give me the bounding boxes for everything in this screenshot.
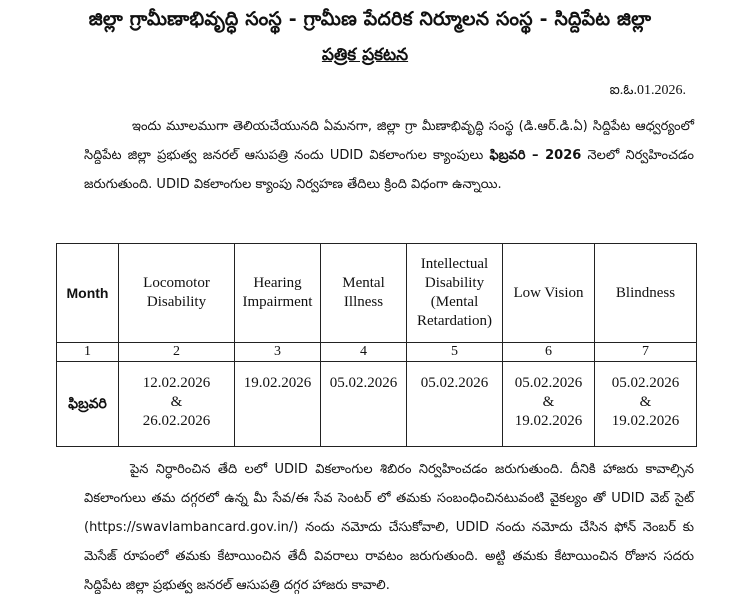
date-value: 05.02.2026: [611, 375, 680, 391]
date-value: 12.02.2026: [142, 375, 211, 391]
hearing-date: 19.02.2026: [235, 362, 321, 447]
header-mental-illness: Mental Illness: [321, 244, 407, 343]
press-release-heading: పత్రిక ప్రకటన: [321, 45, 409, 65]
header-blindness: Blindness: [595, 244, 697, 343]
row-month: ఫిబ్రవరి: [57, 362, 119, 447]
column-number: 4: [321, 343, 407, 362]
intellectual-date: 05.02.2026: [407, 362, 503, 447]
header-hearing: Hearing Impairment: [235, 244, 321, 343]
header-locomotor: Locomotor Disability: [119, 244, 235, 343]
table-number-row: [57, 343, 697, 362]
column-number: 6: [503, 343, 595, 362]
column-number: 7: [595, 343, 697, 362]
intro-month-highlight: ఫిబ్రవరి – 2026: [489, 148, 582, 163]
mental-illness-date: 05.02.2026: [321, 362, 407, 447]
issue-date: ఐ.ఓ.01.2026.: [609, 83, 686, 98]
date-separator: &: [170, 394, 183, 410]
column-number: 5: [407, 343, 503, 362]
header-month: Month: [57, 244, 119, 343]
header-low-vision: Low Vision: [503, 244, 595, 343]
date-separator: &: [542, 394, 555, 410]
date-value: 19.02.2026: [611, 413, 680, 429]
intro-text-rest: నెలలో నిర్వహించడం జరుగుతుంది. UDID వికలాంగుల క్యాంపు నిర్వహణ తేదిలు క్రింది విధంగా ఉన్నాయి.: [84, 148, 695, 192]
column-number: 3: [235, 343, 321, 362]
intro-paragraph: [84, 112, 694, 199]
column-number: 1: [57, 343, 119, 362]
table-header-row: [57, 244, 697, 343]
intro-text: ఇందు మూలముగా తెలియచేయునది ఏమనగా, జిల్లా గ్రా మీణాభివృద్ధి సంస్థ (డి.ఆర్.డి.ఏ) సిద్దిపేట ఆధ్వర్యంలో సిద్దిపేట జిల్లా ప్రభుత్వ జనరల్ ఆసుపత్రి నందు UDID వికలాంగుల క్యాంపులు: [84, 119, 694, 163]
blindness-dates: [595, 362, 697, 447]
date-value: 19.02.2026: [514, 413, 583, 429]
date-separator: &: [639, 394, 652, 410]
column-number: 2: [119, 343, 235, 362]
header-intellectual: Intellectual Disability (Mental Retardation): [407, 244, 503, 343]
low-vision-dates: [503, 362, 595, 447]
date-value: 05.02.2026: [514, 375, 583, 391]
camp-schedule-table: [56, 243, 697, 447]
locomotor-dates: [119, 362, 235, 447]
closing-paragraph: పైన నిర్ధారించిన తేది లలో UDID వికలాంగుల శిబిరం నిర్వహించడం జరుగుతుంది. దీనికి హాజరు కావాల్సిన వికలాంగులు తమ దగ్గరలో ఉన్న మీ సేవ/ఈ సేవ సెంటర్ లో తమకు సంబంధించినటువంటి వైకల్యం తో UDID వెబ్ సైట్ (https://swavlambancard.gov.in/) నందు నమోదు చేసుకోవాలి, UDID నందు నమోదు చేసిన ఫోన్ నెంబర్ కు మెసేజ్ రూపంలో తమకు కేటాయించిన తేదీ వివరాలు రావటం జరుగుతుంది. అట్టి తమకు కేటాయించిన రోజున సదరు సిద్దిపేట జిల్లా ప్రభుత్వ జనరల్ ఆసుపత్రి దగ్గర హాజరు కావాలి.: [84, 462, 694, 593]
document-title: జిల్లా గ్రామీణాభివృద్ధి సంస్థ - గ్రామీణ పేదరిక నిర్మూలన సంస్థ - సిద్దిపేట జిల్లా: [88, 8, 652, 30]
table-row: [57, 362, 697, 447]
date-value: 26.02.2026: [142, 413, 211, 429]
